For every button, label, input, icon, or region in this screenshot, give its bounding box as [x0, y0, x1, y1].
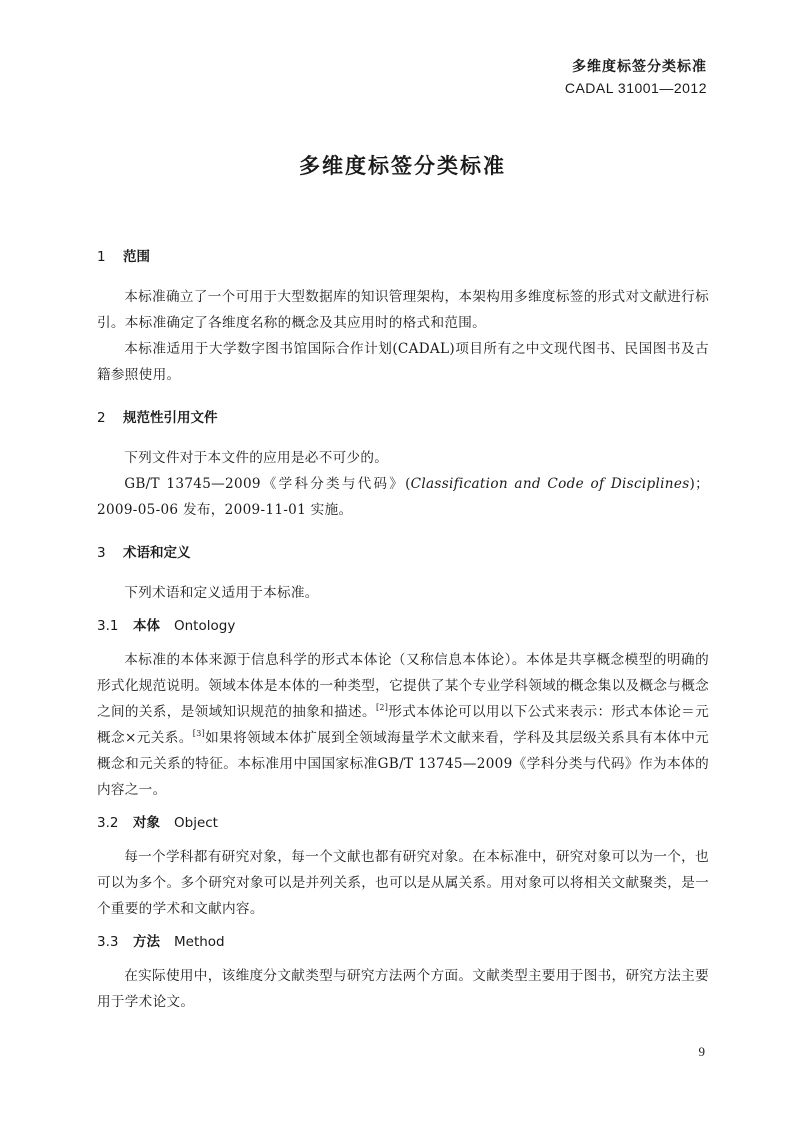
citation-ref: [3] — [192, 729, 206, 738]
section-title: 规范性引用文件 — [123, 410, 218, 426]
reference-dates: )；2009-05-06 发布，2009-11-01 实施。 — [97, 476, 709, 518]
subsection-title-en: Object — [174, 815, 218, 831]
subsection-title-en: Ontology — [174, 618, 236, 634]
subsection-number: 3.1 — [97, 618, 119, 634]
paragraph: 本标准适用于大学数字图书馆国际合作计划(CADAL)项目所有之中文现代图书、民国图书及古籍参照使用。 — [97, 341, 709, 383]
subsection-number: 3.3 — [97, 934, 119, 950]
section-number: 2 — [97, 410, 106, 426]
paragraph: 本标准确立了一个可用于大型数据库的知识管理架构，本架构用多维度标签的形式对文献进行标引。本标准确定了各维度名称的概念及其应用时的格式和范围。 — [97, 289, 709, 331]
section-title: 范围 — [123, 249, 150, 265]
document-body — [97, 247, 709, 1015]
section-number: 1 — [97, 249, 106, 265]
running-header-title: 多维度标签分类标准 — [572, 59, 707, 75]
paragraph-method: 在实际使用中，该维度分文献类型与研究方法两个方面。文献类型主要用于图书，研究方法主要用于学术论文。 — [97, 968, 709, 1010]
paragraph-text: 如果将领域本体扩展到全领域海量学术文献来看，学科及其层级关系具有本体中元概念和元关系的特征。本标准用中国国家标准GB/T 13745—2009《学科分类与代码》作为本体的内容之一。 — [97, 730, 709, 798]
section-heading-normative-references — [97, 408, 709, 428]
subsection-title-zh: 方法 — [133, 934, 160, 950]
citation-ref: [2] — [375, 703, 389, 712]
running-header-code: CADAL 31001—2012 — [564, 80, 707, 96]
section-heading-scope — [97, 247, 709, 267]
section-title: 术语和定义 — [123, 545, 191, 561]
paragraph: 下列术语和定义适用于本标准。 — [124, 585, 319, 601]
subsection-heading-object — [97, 813, 709, 833]
subsection-title-zh: 对象 — [133, 815, 160, 831]
reference-english-title: Classification and Code of Disciplines — [410, 476, 690, 492]
paragraph-ontology — [97, 647, 709, 803]
paragraph: 下列文件对于本文件的应用是必不可少的。 — [124, 450, 389, 466]
subsection-title-en: Method — [174, 934, 225, 950]
subsection-number: 3.2 — [97, 815, 119, 831]
paragraph-text: 形式本体论可以用以下公式来表示：形式本体论＝元概念×元关系。 — [97, 704, 710, 746]
paragraph-text: 本标准的本体来源于信息科学的形式本体论（又称信息本体论）。本体是共享概念模型的明确的形式化规范说明。领域本体是本体的一种类型，它提供了某个专业学科领域的概念集以及概念与概念之间的关系，是领域知识规范的抽象和描述。 — [97, 652, 709, 720]
subsection-heading-method — [97, 932, 709, 952]
paragraph-object: 每一个学科都有研究对象，每一个文献也都有研究对象。在本标准中，研究对象可以为一个，也可以为多个。多个研究对象可以是并列关系，也可以是从属关系。用对象可以将相关文献聚类，是一个重要的学术和文献内容。 — [97, 849, 709, 917]
page-number: 9 — [698, 1044, 705, 1059]
subsection-heading-ontology — [97, 616, 709, 636]
reference-entry — [97, 471, 709, 523]
section-number: 3 — [97, 545, 106, 561]
section-heading-terms-definitions — [97, 543, 709, 563]
document-title: 多维度标签分类标准 — [299, 154, 506, 178]
reference-text: GB/T 13745—2009《学科分类与代码》( — [124, 476, 411, 492]
subsection-title-zh: 本体 — [133, 618, 160, 634]
